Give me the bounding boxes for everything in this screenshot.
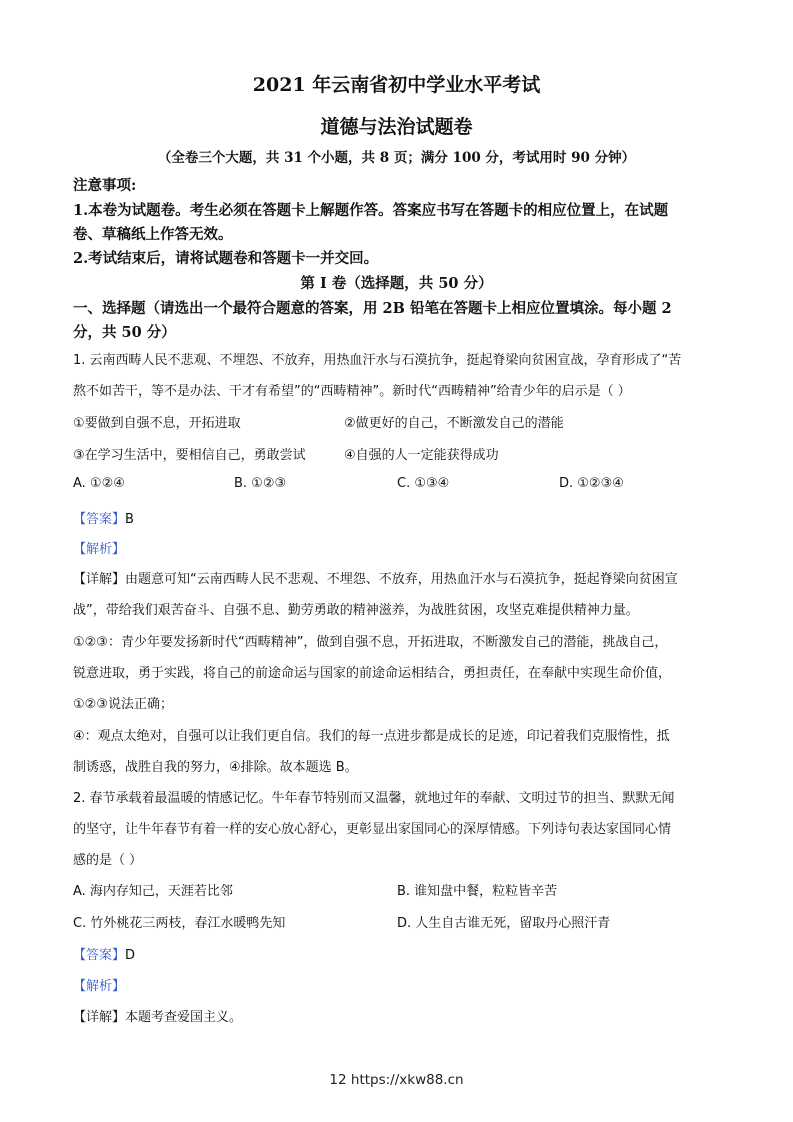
q2-option-c: C. 竹外桃花三两枝，春江水暖鸭先知 xyxy=(73,916,286,931)
q2-detail-line-1 xyxy=(73,1006,733,1025)
q1-detail-text-1: 由题意可知“云南西畴人民不悲观、不埋怨、不放弃，用热血汗水与石漠抗争，挺起脊梁向贫困宣 xyxy=(125,572,678,587)
q1-option-b: B. ①②③ xyxy=(234,476,287,491)
q1-answer-tag: 【答案】 xyxy=(73,512,126,527)
q2-analysis xyxy=(73,975,733,994)
q1-detail-line-3: ①②③：青少年要发扬新时代“西畴精神”，做到自强不息，开拓进取，不断激发自己的潜能，挑战自己， xyxy=(73,635,668,650)
q1-detail-tag: 【详解】 xyxy=(73,572,126,587)
q2-option-b: B. 谁知盘中餐，粒粒皆辛苦 xyxy=(397,884,558,899)
q2-option-d: D. 人生自古谁无死，留取丹心照汗青 xyxy=(397,916,611,931)
q2-analysis-tag: 【解析】 xyxy=(73,979,126,994)
q1-statement-1: ①要做到自强不息，开拓进取 xyxy=(73,416,241,431)
q1-answer-value: B xyxy=(125,512,134,527)
q1-statement-2: ②做更好的自己，不断激发自己的潜能 xyxy=(344,416,564,431)
q1-detail-line-4: 锐意进取，勇于实践，将自己的前途命运与国家的前途命运相结合，勇担责任，在奉献中实现生命价值， xyxy=(73,666,672,681)
q1-detail-line-7: 制诱惑，战胜自我的努力，④排除。故本题选 B。 xyxy=(73,760,358,775)
q1-stem-line-1: 1. 云南西畴人民不悲观、不埋怨、不放弃，用热血汗水与石漠抗争，挺起脊梁向贫困宣战，孕育形成了“苦 xyxy=(73,353,682,368)
q1-option-a: A. ①②④ xyxy=(73,476,125,491)
q1-statement-3: ③在学习生活中，要相信自己，勇敢尝试 xyxy=(73,448,306,463)
q2-detail-text-1: 本题考查爱国主义。 xyxy=(125,1010,243,1025)
q2-answer-tag: 【答案】 xyxy=(73,948,126,963)
notice-item-1-line-2: 卷、草稿纸上作答无效。 xyxy=(73,226,233,243)
notice-item-2: 2.考试结束后，请将试题卷和答题卡一并交回。 xyxy=(73,250,379,267)
q2-stem-line-3: 感的是（ ） xyxy=(73,853,143,868)
section-heading-line-2: 分，共 50 分） xyxy=(73,324,176,341)
q1-option-c: C. ①③④ xyxy=(397,476,450,491)
q1-analysis xyxy=(73,538,733,557)
exam-title: 2021 年云南省初中学业水平考试 xyxy=(252,74,541,96)
part-title: 第 I 卷（选择题，共 50 分） xyxy=(300,275,493,292)
q2-stem-line-2: 的坚守，让牛年春节有着一样的安心放心舒心，更彰显出家国同心的深厚情感。下列诗句表达家国同心情 xyxy=(73,822,672,837)
q2-detail-tag: 【详解】 xyxy=(73,1010,126,1025)
q1-answer xyxy=(73,508,733,527)
q1-option-d: D. ①②③④ xyxy=(559,476,624,491)
q2-option-a: A. 海内存知己，天涯若比邻 xyxy=(73,884,233,899)
notice-heading: 注意事项: xyxy=(73,177,137,194)
q1-detail-line-1 xyxy=(73,568,733,587)
q2-answer xyxy=(73,944,733,963)
q1-detail-line-6: ④：观点太绝对，自强可以让我们更自信。我们的每一点进步都是成长的足迹，印记着我们克服惰性，抵 xyxy=(73,729,670,744)
q1-detail-line-2: 战”，带给我们艰苦奋斗、自强不息、勤劳勇敢的精神滋养，为战胜贫困，攻坚克难提供精神力量。 xyxy=(73,603,639,618)
q2-answer-value: D xyxy=(125,948,136,963)
q1-detail-line-5: ①②③说法正确； xyxy=(73,697,173,712)
q2-stem-line-1: 2. 春节承载着最温暖的情感记忆。牛年春节特别而又温馨，就地过年的奉献、文明过节的担当、默默无闻 xyxy=(73,791,675,806)
page-footer: 12 https://xkw88.cn xyxy=(329,1072,464,1088)
q1-analysis-tag: 【解析】 xyxy=(73,542,126,557)
section-heading-line-1: 一、选择题（请选出一个最符合题意的答案，用 2B 铅笔在答题卡上相应位置填涂。每小题 2 xyxy=(73,300,672,317)
exam-subject-title: 道德与法治试题卷 xyxy=(320,116,473,138)
q1-statement-4: ④自强的人一定能获得成功 xyxy=(344,448,499,463)
q1-stem-line-2: 熬不如苦干，等不是办法、干才有希望”的“西畴精神”。新时代“西畴精神”给青少年的启示是（ ） xyxy=(73,384,631,399)
exam-info-note: （全卷三个大题，共 31 个小题，共 8 页；满分 100 分，考试用时 90 分钟） xyxy=(157,150,636,166)
notice-item-1-line-1: 1.本卷为试题卷。考生必须在答题卡上解题作答。答案应书写在答题卡的相应位置上，在试题 xyxy=(73,202,669,219)
